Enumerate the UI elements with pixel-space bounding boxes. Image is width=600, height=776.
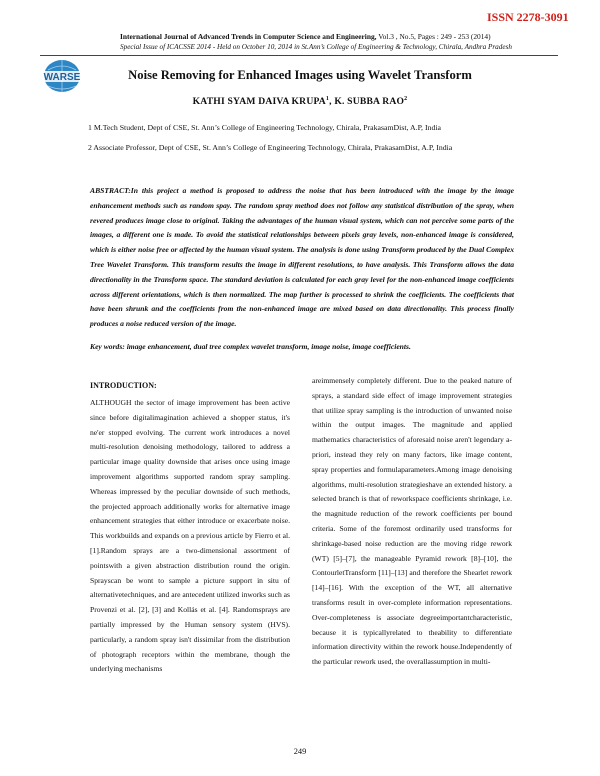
affiliation: 2 Associate Professor, Dept of CSE, St. Ann’s College of Engineering Technology, Chirala, PrakasamDist, A.P, India (88, 143, 453, 152)
journal-name: International Journal of Advanced Trends in Computer Science and Engineering, (120, 32, 377, 41)
author-superscript: 2 (404, 96, 408, 102)
issn-label: ISSN 2278-3091 (487, 10, 569, 24)
abstract: ABSTRACT:In this project a method is proposed to address the noise that has been introduced with the image by the image enhancement methods such as random spay. The random spray method does not follow any statistical distribution of the spray, when revered produces image close to original. Taking the advantages of the human visual system, which can not perceive some parts of the images, a different one is made. To avoid the statistical relationships between pixels gray levels, non-enhanced image is considered, which is either noise free or affected by the human visual system. The analysis is done using Transform produced by the Dual Complex Tree Wavelet Transform. This transform results the image in different resolutions, to have analysis. This Transform allows the data directionality in the Transform space. The standard deviation is calculated for each gray level for the non-enhanced image coefficients across different orientations, which is then normalized. The map further is processed to shrink the coefficients. The coefficients that have been shrunk and the coefficients from the non-enhanced image are mixed based on data directionality. This process finally produces a noise reduced version of the image. (90, 186, 514, 329)
body-column-right: areimmensely completely different. Due to the peaked nature of sprays, a standard side effect of image improvement strategies that utilize spray sampling is the introduction of unwanted noise within the output images. The magnitude and applied mathematics characteristics of aforesaid noise aren't legendary a-priori, instead they rely on many factors, like image content, spray properties and formulaparameters.Among image denoising algorithms, multi-resolution strategieshave an extended history. a selected branch is that of reworkspace coefficients shrinkage, i.e. the magnitude reduction of the rework coefficients per bound criteria. Some of the foremost ordinarily used transforms for shrinkage-based noise reduction are the moving ridge rework (WT) [5]–[7], the manageable Pyramid rework [8]–[10], the ContourletTransform [11]–[13] and therefore the Shearlet rework [14]–[16]. With the exception of the WT, all alternative transforms result in over-complete information representations. Over-completeness is associate degreeimportantcharacteristic, because it is typicallyrelated to theability to differentiate information directivity within the rework house.Independently of the particular rework used, the overallassumption in multi- (312, 376, 512, 667)
affiliation: 1 M.Tech Student, Dept of CSE, St. Ann’s College of Engineering Technology, Chirala, PrakasamDist, A.P, India (88, 123, 441, 132)
keywords: Key words: image enhancement, dual tree complex wavelet transform, image noise, image coefficients. (90, 342, 411, 351)
author-superscript: 1 (325, 96, 330, 102)
body-column-left: ALTHOUGH the sector of image improvement has been active since before digitalimagination achieved a shopper status, it's ne'er stopped evolving. The current work introduces a novel multi-resolution denoising methodology, tailored to address a particular image quality downside that arises once using image improvement algorithms supported random spray sampling. Whereas impressed by the peculiar downside of such methods, the projected approach additionally works for alternative image enhancement strategies that either introduce or exacerbate noise. This workbuilds and expands on a previous article by Fierro et al. [1].Random sprays are a two-dimensional assortment of pointswith a given abstraction distribution round the origin. Sprayscan be wont to sample a picture support in situ of alternativetechniques, and are antecedent utilized inworks such as Provenzi et al. [2], [3] and Kollás et al. [4]. Randomsprays are partially impressed by the Human sensory system (HVS). particularly, a random spray isn't dissimilar from the distribution of photograph receptors within the membrane, though the underlying mechanisms (90, 398, 290, 674)
paper-title: Noise Removing for Enhanced Images using Wavelet Transform (128, 68, 472, 82)
special-issue-line: Special Issue of ICACSSE 2014 - Held on October 10, 2014 in St.Ann’s College of Engineering & Technology, Chirala, Andhra Pradesh (120, 43, 512, 51)
author-separator: , (329, 96, 335, 108)
journal-header (120, 32, 491, 41)
journal-volume: Vol.3 , No.5, Pages : 249 - 253 (2014) (376, 32, 491, 41)
logo-text: WARSE (43, 72, 81, 83)
page-number: 249 (293, 747, 307, 756)
author-name: KATHI SYAM DAIVA KRUPA (192, 96, 326, 108)
author-name: K. SUBBA RAO (334, 96, 405, 108)
header-rule (40, 55, 558, 56)
authors-line (0, 96, 600, 107)
section-heading: INTRODUCTION: (90, 381, 157, 390)
